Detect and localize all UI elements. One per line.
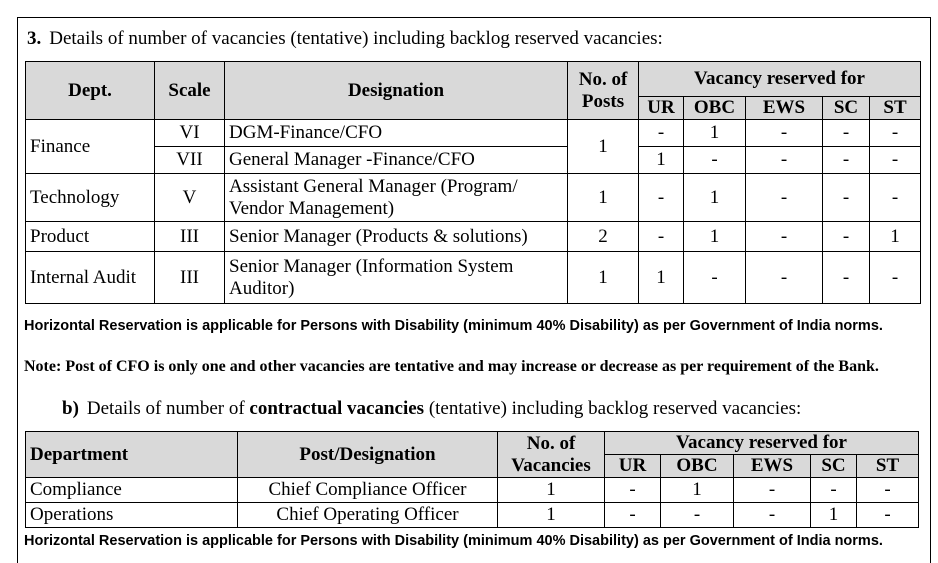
ews-cell: -: [746, 252, 823, 304]
post-cell: Chief Compliance Officer: [238, 478, 498, 503]
header-st: ST: [857, 455, 919, 478]
scale-cell: V: [155, 174, 225, 222]
table-row: [26, 174, 921, 222]
sc-cell: -: [823, 147, 870, 174]
sc-cell: -: [823, 120, 870, 147]
table-row: [26, 222, 921, 252]
sc-cell: -: [823, 222, 870, 252]
ews-cell: -: [734, 503, 811, 528]
ur-cell: 1: [639, 147, 684, 174]
obc-cell: 1: [684, 120, 746, 147]
obc-cell: -: [684, 147, 746, 174]
header-designation: Designation: [225, 62, 568, 120]
ur-cell: -: [639, 222, 684, 252]
header-st: ST: [870, 97, 921, 120]
st-cell: -: [870, 252, 921, 304]
contractual-vacancy-table: [25, 431, 919, 528]
dept-cell: Technology: [26, 174, 155, 222]
horizontal-reservation-note-b: Horizontal Reservation is applicable for Persons with Disability (minimum 40% Disability) as per Government of India norms.: [24, 533, 883, 549]
ur-cell: -: [639, 120, 684, 147]
obc-cell: 1: [684, 174, 746, 222]
header-ews: EWS: [734, 455, 811, 478]
posts-cell: 1: [568, 174, 639, 222]
horizontal-reservation-note: Horizontal Reservation is applicable for Persons with Disability (minimum 40% Disability) as per Government of India norms.: [24, 318, 883, 334]
header-obc: OBC: [661, 455, 734, 478]
obc-cell: -: [661, 503, 734, 528]
section-number: 3.: [27, 28, 42, 49]
obc-cell: 1: [661, 478, 734, 503]
table-row: [26, 252, 921, 304]
sc-cell: 1: [811, 503, 857, 528]
section-b-title-pre: Details of number of: [86, 398, 245, 419]
department-cell: Compliance: [26, 478, 238, 503]
section-3-heading: [27, 28, 663, 50]
table-row: [26, 120, 921, 147]
sc-cell: -: [823, 174, 870, 222]
table-row: [26, 503, 919, 528]
vacancies-cell: 1: [498, 478, 605, 503]
header-sc: SC: [823, 97, 870, 120]
obc-cell: 1: [684, 222, 746, 252]
ews-cell: -: [734, 478, 811, 503]
header-vacancies: No. of Vacancies: [498, 432, 605, 478]
header-obc: OBC: [684, 97, 746, 120]
ews-cell: -: [746, 120, 823, 147]
designation-cell: Senior Manager (Products & solutions): [225, 222, 568, 252]
header-ews: EWS: [746, 97, 823, 120]
dept-cell: Finance: [26, 120, 155, 174]
header-post: Post/Designation: [238, 432, 498, 478]
st-cell: -: [870, 147, 921, 174]
section-b-label: b): [62, 398, 79, 419]
header-vacancy: Vacancy reserved for: [639, 62, 921, 97]
vacancies-cell: 1: [498, 503, 605, 528]
ur-cell: -: [605, 478, 661, 503]
ews-cell: -: [746, 174, 823, 222]
header-scale: Scale: [155, 62, 225, 120]
st-cell: -: [870, 174, 921, 222]
ur-cell: -: [639, 174, 684, 222]
section-b-title-bold: contractual vacancies: [249, 398, 425, 419]
posts-cell: 2: [568, 222, 639, 252]
post-cell: Chief Operating Officer: [238, 503, 498, 528]
header-vacancy: Vacancy reserved for: [605, 432, 919, 455]
scale-cell: III: [155, 252, 225, 304]
designation-cell: DGM-Finance/CFO: [225, 120, 568, 147]
scale-cell: VII: [155, 147, 225, 174]
header-row: [26, 432, 919, 455]
header-ur: UR: [605, 455, 661, 478]
obc-cell: -: [684, 252, 746, 304]
header-row: [26, 62, 921, 97]
header-posts: No. of Posts: [568, 62, 639, 120]
designation-cell: Assistant General Manager (Program/ Vendor Management): [225, 174, 568, 222]
st-cell: -: [870, 120, 921, 147]
header-dept: Dept.: [26, 62, 155, 120]
sc-cell: -: [811, 478, 857, 503]
st-cell: -: [857, 503, 919, 528]
scale-cell: III: [155, 222, 225, 252]
department-cell: Operations: [26, 503, 238, 528]
table-row: [26, 478, 919, 503]
section-b-title-post: (tentative) including backlog reserved vacancies:: [428, 398, 802, 419]
dept-cell: Internal Audit: [26, 252, 155, 304]
section-title: Details of number of vacancies (tentative) including backlog reserved vacancies:: [49, 28, 663, 49]
sc-cell: -: [823, 252, 870, 304]
dept-cell: Product: [26, 222, 155, 252]
scale-cell: VI: [155, 120, 225, 147]
ur-cell: -: [605, 503, 661, 528]
table-row: [26, 147, 921, 174]
header-sc: SC: [811, 455, 857, 478]
section-b-heading: [62, 398, 801, 420]
designation-cell: Senior Manager (Information System Auditor): [225, 252, 568, 304]
cfo-note: Note: Post of CFO is only one and other vacancies are tentative and may increase or decrease as per requirement of the Bank.: [24, 358, 879, 375]
posts-cell: 1: [568, 252, 639, 304]
ur-cell: 1: [639, 252, 684, 304]
header-department: Department: [26, 432, 238, 478]
designation-cell: General Manager -Finance/CFO: [225, 147, 568, 174]
ews-cell: -: [746, 222, 823, 252]
st-cell: 1: [870, 222, 921, 252]
st-cell: -: [857, 478, 919, 503]
posts-cell: 1: [568, 120, 639, 174]
header-ur: UR: [639, 97, 684, 120]
ews-cell: -: [746, 147, 823, 174]
vacancy-table: [25, 61, 921, 304]
